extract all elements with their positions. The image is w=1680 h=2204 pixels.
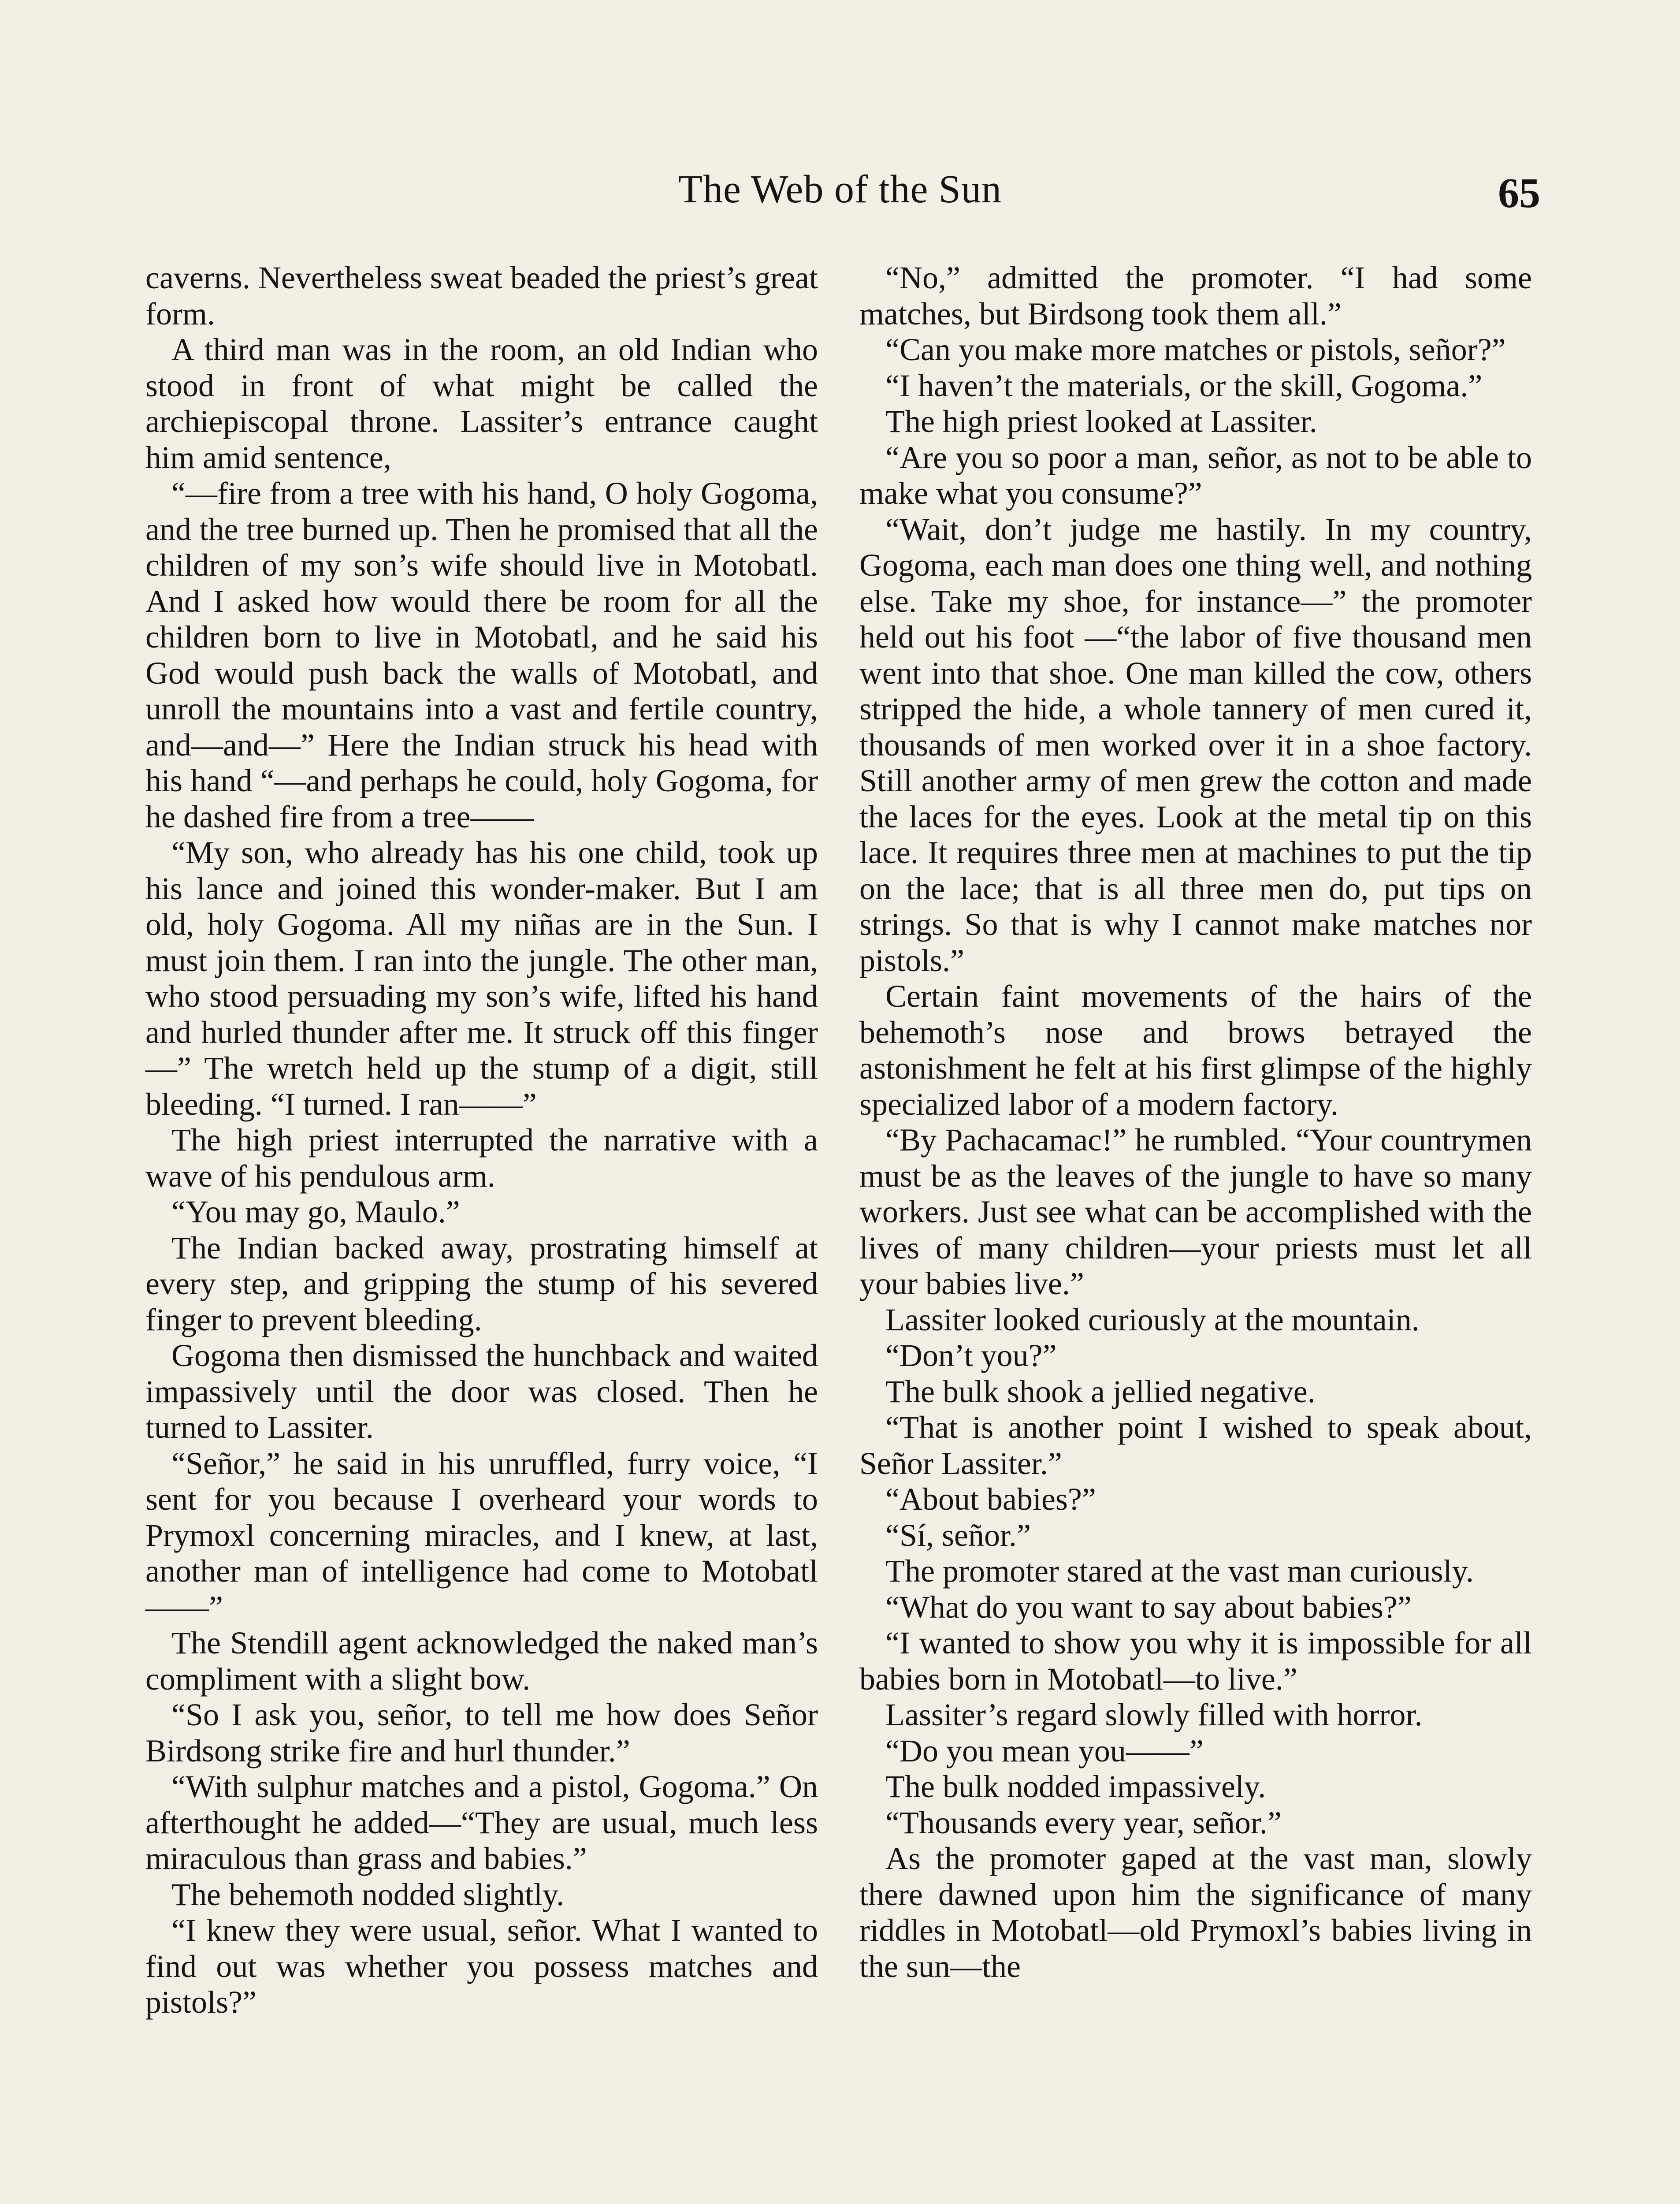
left-column bbox=[145, 260, 818, 2021]
paragraph: Lassiter’s regard slowly filled with horror. bbox=[885, 1697, 1423, 1732]
right-column bbox=[859, 260, 1532, 1984]
paragraph: “With sulphur matches and a pistol, Gogoma.” On afterthought he added—“They are usual, much less miraculous than grass and babies.” bbox=[145, 1769, 818, 1876]
paragraph: “—fire from a tree with his hand, O holy Gogoma, and the tree burned up. Then he promised that all the children of my son’s wife should live in Motobatl. And I asked how would there be room for all the children born to live in Motobatl, and he said his God would push back the walls of Motobatl, and unroll the mountains into a vast and fertile country, and—and—” Here the Indian struck his head with his hand “—and perhaps he could, holy Gogoma, for he dashed fire from a tree—— bbox=[145, 476, 818, 834]
page-number: 65 bbox=[1498, 169, 1540, 216]
paragraph: “What do you want to say about babies?” bbox=[885, 1589, 1412, 1625]
paragraph: “My son, who already has his one child, took up his lance and joined this wonder-maker. But I am old, holy Gogoma. All my niñas are in the Sun. I must join them. I ran into the jungle. The other man, who stood persuading my son’s wife, lifted his hand and hurled thunder after me. It struck off this finger—” The wretch held up the stump of a digit, still bleeding. “I turned. I ran——” bbox=[145, 835, 818, 1122]
paragraph: The bulk nodded impassively. bbox=[885, 1769, 1266, 1804]
paragraph: caverns. Nevertheless sweat beaded the priest’s great form. bbox=[145, 260, 818, 331]
paragraph: “Don’t you?” bbox=[885, 1338, 1057, 1373]
paragraph: The promoter stared at the vast man curiously. bbox=[885, 1553, 1474, 1589]
paragraph: Certain faint movements of the hairs of the behemoth’s nose and brows betrayed the astonishment he felt at his first glimpse of the highly specialized labor of a modern factory. bbox=[859, 979, 1532, 1122]
paragraph: “I knew they were usual, señor. What I wanted to find out was whether you possess matches and pistols?” bbox=[145, 1913, 818, 2020]
paragraph: “Thousands every year, señor.” bbox=[885, 1805, 1282, 1840]
paragraph: “That is another point I wished to speak about, Señor Lassiter.” bbox=[859, 1410, 1532, 1481]
paragraph: “By Pachacamac!” he rumbled. “Your countrymen must be as the leaves of the jungle to have so many workers. Just see what can be accomplished with the lives of many children—your priests must let all your babies live.” bbox=[859, 1122, 1532, 1301]
paragraph: “Sí, señor.” bbox=[885, 1517, 1031, 1553]
paragraph: The behemoth nodded slightly. bbox=[171, 1876, 565, 1912]
paragraph: “I wanted to show you why it is impossible for all babies born in Motobatl—to live.” bbox=[859, 1625, 1532, 1697]
running-title: The Web of the Sun bbox=[678, 168, 1002, 211]
paragraph: Lassiter looked curiously at the mountain. bbox=[885, 1302, 1420, 1337]
paragraph: The bulk shook a jellied negative. bbox=[885, 1374, 1316, 1409]
paragraph: “So I ask you, señor, to tell me how does Señor Birdsong strike fire and hurl thunder.” bbox=[145, 1697, 818, 1768]
paragraph: Gogoma then dismissed the hunchback and waited impassively until the door was closed. Then he turned to Lassiter. bbox=[145, 1338, 818, 1445]
paragraph: The Indian backed away, prostrating himself at every step, and gripping the stump of his severed finger to prevent bleeding. bbox=[145, 1230, 818, 1337]
paragraph: “Can you make more matches or pistols, señor?” bbox=[885, 332, 1506, 367]
paragraph: The high priest looked at Lassiter. bbox=[885, 404, 1317, 439]
paragraph: The Stendill agent acknowledged the naked man’s compliment with a slight bow. bbox=[145, 1625, 818, 1697]
paragraph: As the promoter gaped at the vast man, slowly there dawned upon him the significance of many riddles in Motobatl—old Prymoxl’s babies living in the sun—the bbox=[859, 1841, 1532, 1984]
paragraph: “Señor,” he said in his unruffled, furry voice, “I sent for you because I overheard your words to Prymoxl concerning miracles, and I knew, at last, another man of intelligence had come to Motobatl——” bbox=[145, 1445, 818, 1625]
paragraph: “Do you mean you——” bbox=[885, 1733, 1204, 1768]
paragraph: “You may go, Maulo.” bbox=[171, 1194, 460, 1229]
paragraph: “About babies?” bbox=[885, 1482, 1096, 1517]
paragraph: The high priest interrupted the narrative with a wave of his pendulous arm. bbox=[145, 1122, 818, 1194]
paragraph: “I haven’t the materials, or the skill, Gogoma.” bbox=[885, 368, 1483, 403]
paragraph: A third man was in the room, an old Indian who stood in front of what might be called the archiepiscopal throne. Lassiter’s entrance caught him amid sentence, bbox=[145, 332, 818, 475]
paragraph: “Wait, don’t judge me hastily. In my country, Gogoma, each man does one thing well, and nothing else. Take my shoe, for instance—” the promoter held out his foot —“the labor of five thousand men went into that shoe. One man killed the cow, others stripped the hide, a whole tannery of men cured it, thousands of men worked over it in a shoe factory. Still another army of men grew the cotton and made the laces for the eyes. Look at the metal tip on this lace. It requires three men at machines to put the tip on the lace; that is all three men do, put tips on strings. So that is why I cannot make matches nor pistols.” bbox=[859, 511, 1532, 978]
paragraph: “No,” admitted the promoter. “I had some matches, but Birdsong took them all.” bbox=[859, 260, 1532, 331]
paragraph: “Are you so poor a man, señor, as not to be able to make what you consume?” bbox=[859, 439, 1532, 511]
